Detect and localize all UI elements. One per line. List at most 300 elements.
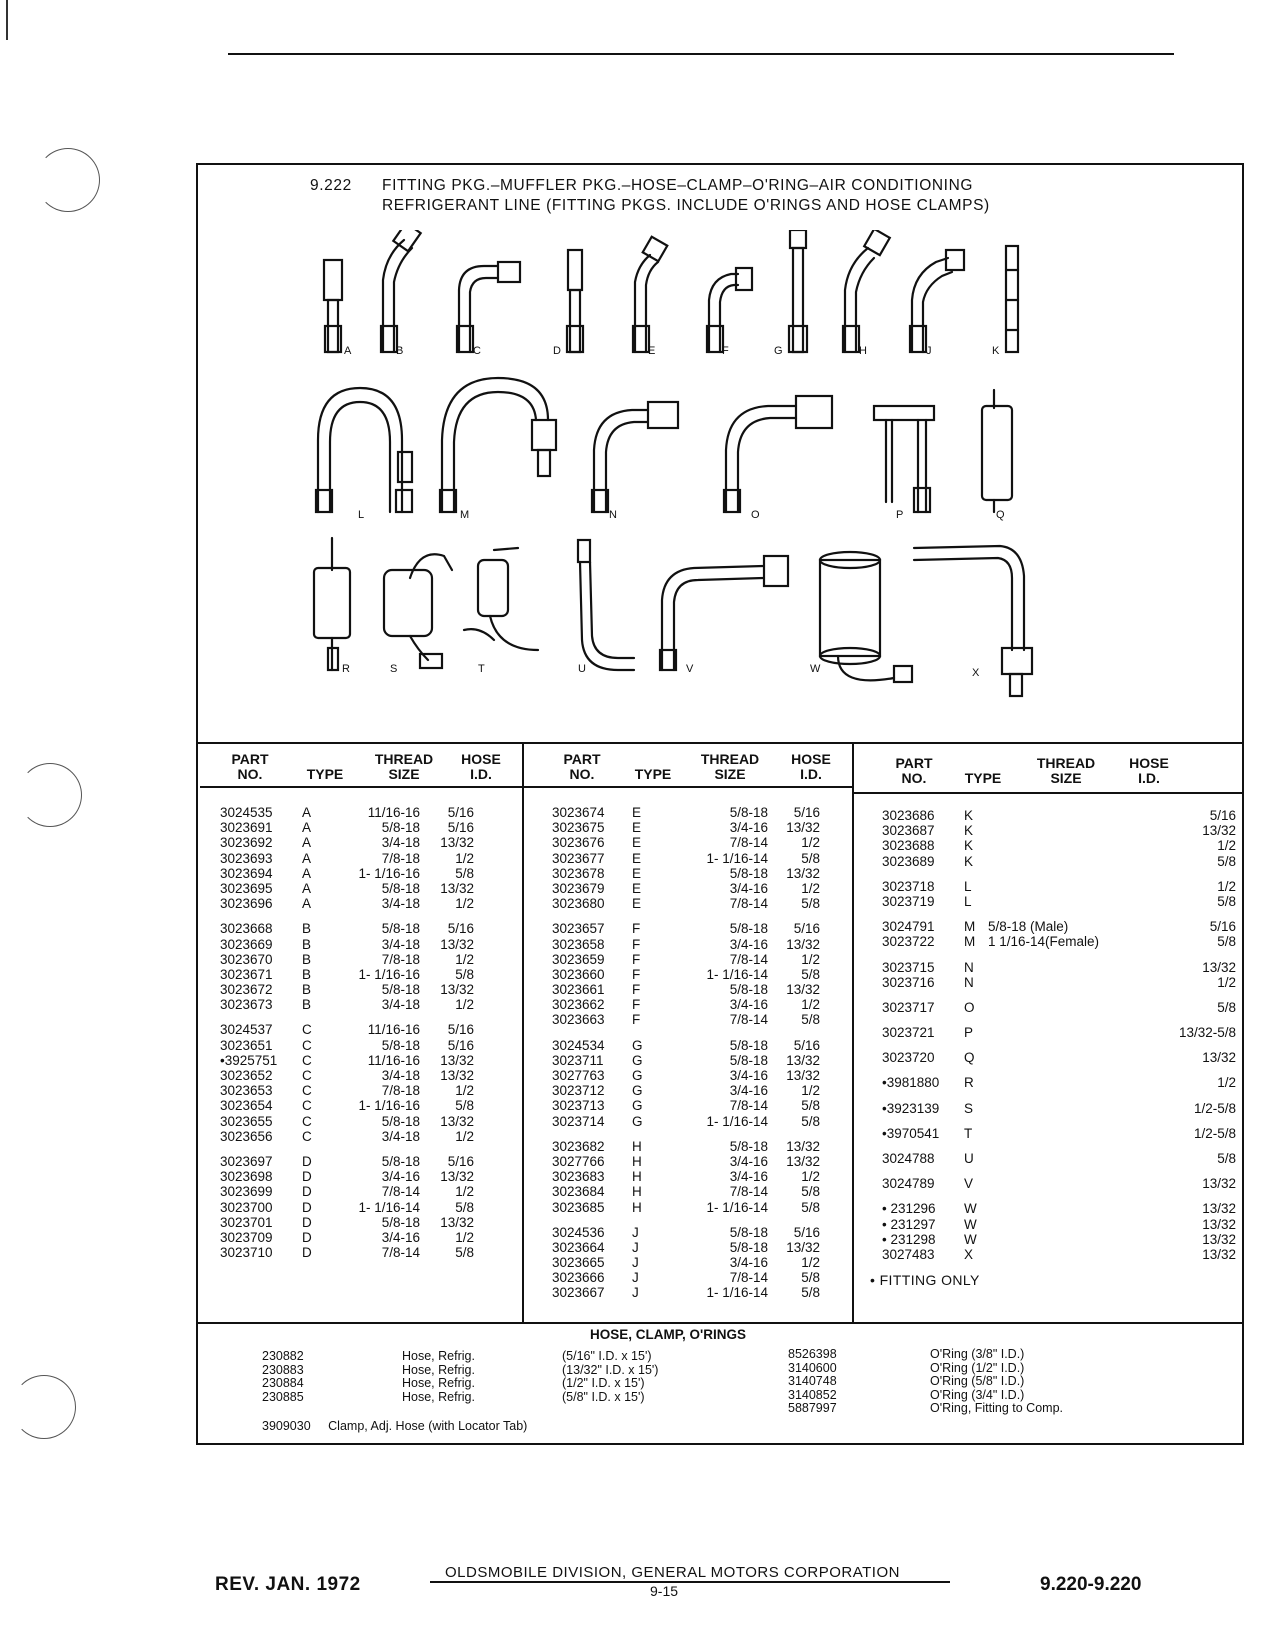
clamp-part-number: 3909030: [262, 1419, 311, 1433]
part-number: •3970541: [882, 1125, 940, 1141]
fitting-p-drawing: [874, 406, 934, 512]
part-number: 3023722: [882, 934, 935, 950]
type-code: W: [964, 1216, 977, 1232]
table-row: [882, 1075, 1238, 1090]
part-number: • 231297: [882, 1216, 936, 1232]
fitting-j-drawing: [910, 250, 964, 352]
thread-size: 5/8-18: [729, 921, 768, 937]
type-code: H: [632, 1184, 642, 1200]
thread-size: 1 1/16-14(Female): [988, 934, 1100, 950]
thread-size: 5/8-18: [729, 1052, 768, 1068]
part-number: 3023653: [220, 1083, 273, 1099]
thread-size: 5/8-18: [729, 1224, 768, 1240]
type-code: A: [302, 850, 312, 866]
hose-id: 13/32: [786, 1138, 820, 1154]
figure-label-b: B: [396, 345, 404, 357]
figure-label-c: C: [473, 345, 481, 357]
column-divider-1: [522, 744, 524, 1322]
thread-size: 5/8-18: [381, 1153, 420, 1169]
type-code: F: [632, 982, 641, 998]
fitting-a-drawing: [324, 260, 342, 352]
table-row: [220, 967, 518, 982]
part-number: 3023695: [220, 880, 273, 896]
part-number: 3023709: [220, 1229, 273, 1245]
hose-id: 1/2: [801, 1169, 820, 1185]
row-gap: [882, 1166, 1238, 1176]
part-number: 3023671: [220, 966, 273, 982]
hose-id: 5/16: [447, 1153, 474, 1169]
muffler-t-drawing: [464, 548, 538, 650]
part-number: 3023677: [552, 850, 605, 866]
thread-size: 3/4-18: [381, 835, 420, 851]
hose-id: 1/2: [801, 1083, 820, 1099]
hose-id: 5/16: [793, 921, 820, 937]
thread-size: 7/8-14: [729, 835, 768, 851]
type-code: U: [964, 1151, 974, 1166]
table-row: [552, 1114, 848, 1129]
part-number: 3023676: [552, 835, 605, 851]
binder-hole-2: [18, 763, 82, 827]
thread-size: 11/16-16: [367, 1022, 420, 1038]
type-code: F: [632, 966, 641, 982]
type-code: C: [302, 1083, 312, 1099]
table-row: [882, 894, 1238, 909]
hose-id: 5/8: [801, 896, 820, 912]
hose-id: 1/2: [455, 1184, 474, 1200]
table-row: [552, 1200, 848, 1215]
figure-label-e: E: [648, 345, 656, 357]
hose-id: 13/32: [1202, 823, 1236, 839]
figure-label-g: G: [774, 345, 783, 357]
figure-label-u: U: [578, 663, 586, 675]
part-number: 3023697: [220, 1153, 273, 1169]
table-row: [220, 881, 518, 896]
row-gap: [552, 1129, 848, 1139]
thread-size: 11/16-16: [367, 805, 420, 820]
type-code: L: [964, 878, 972, 894]
part-number: 3024535: [220, 805, 273, 820]
table-row: [552, 1083, 848, 1098]
type-code: A: [302, 880, 312, 896]
thread-size: 3/4-18: [381, 1068, 420, 1083]
thread-size: 1- 1/16-14: [706, 1199, 768, 1215]
hose-id: 13/32: [786, 982, 820, 998]
oring-row: [788, 1389, 1208, 1403]
row-gap: [220, 1144, 518, 1154]
type-code: F: [632, 921, 641, 937]
type-code: F: [632, 951, 641, 967]
table-row: [882, 1101, 1238, 1116]
part-number: 3023659: [552, 951, 605, 967]
table-row: [552, 1169, 848, 1184]
table-row: [552, 805, 848, 820]
type-code: G: [632, 1098, 643, 1114]
part-number: 3023712: [552, 1083, 605, 1099]
section-number: 9.222: [310, 177, 352, 194]
row-gap: [882, 990, 1238, 1000]
type-code: D: [302, 1245, 312, 1261]
table-row: [882, 823, 1238, 838]
type-code: K: [964, 853, 974, 869]
part-number: 3023678: [552, 865, 605, 881]
hose-size: (1/2" I.D. x 15'): [562, 1376, 645, 1390]
hose-id: 5/8: [801, 1113, 820, 1129]
hose-id: 5/8: [1217, 934, 1236, 950]
fitting-only-note: • FITTING ONLY: [870, 1272, 980, 1288]
part-number: 3023682: [552, 1138, 605, 1154]
table-row: [552, 1154, 848, 1169]
part-number: 3023699: [220, 1184, 273, 1200]
part-number: 3023666: [552, 1270, 605, 1286]
table-row: [220, 937, 518, 952]
hose-id: 13/32: [1202, 1176, 1236, 1192]
parts-table-column-3: [882, 808, 1238, 1262]
table-row: [220, 866, 518, 881]
hose-id: 13/32: [440, 982, 474, 998]
type-code: N: [964, 974, 974, 990]
part-number: 3023672: [220, 982, 273, 998]
part-number: 3023710: [220, 1245, 273, 1261]
table-row: [882, 808, 1238, 823]
column-divider-2: [852, 744, 854, 1322]
division-name: OLDSMOBILE DIVISION, GENERAL MOTORS CORPORATION: [445, 1564, 900, 1581]
table-row: [220, 1245, 518, 1260]
oring-row: [788, 1362, 1208, 1376]
part-number: 3023714: [552, 1113, 605, 1129]
thread-size: 3/4-16: [729, 997, 768, 1013]
table-row: [552, 881, 848, 896]
hose-id: 5/16: [447, 820, 474, 836]
type-code: C: [302, 1037, 312, 1053]
binder-hole-1: [36, 148, 100, 212]
thread-size: 1- 1/16-14: [706, 966, 768, 982]
hose-id: 1/2: [455, 1229, 474, 1245]
part-number: • 231298: [882, 1231, 936, 1247]
table-row: [552, 997, 848, 1012]
type-code: B: [302, 997, 312, 1013]
table-row: [882, 975, 1238, 990]
hose-id: 5/8: [801, 1285, 820, 1301]
hose-id: 13/32: [440, 1113, 474, 1129]
table-row: [220, 1184, 518, 1199]
type-code: E: [632, 865, 642, 881]
thread-size: 1- 1/16-16: [358, 1098, 420, 1114]
hose-description: Hose, Refrig.: [402, 1389, 475, 1404]
part-number: 3024536: [552, 1224, 605, 1240]
table-row: [882, 1126, 1238, 1141]
part-number: 3023658: [552, 936, 605, 952]
col1-header-rule: [200, 786, 522, 788]
hose-row: [262, 1377, 742, 1391]
part-number: 3023668: [220, 921, 273, 937]
part-number: 3023664: [552, 1239, 605, 1255]
figure-label-h: H: [859, 345, 867, 357]
hose-id: 5/8: [1217, 999, 1236, 1015]
thread-size: 3/4-16: [381, 1169, 420, 1185]
type-code: T: [964, 1125, 973, 1141]
table-row: [220, 921, 518, 936]
thread-size: 5/8-18: [729, 865, 768, 881]
type-code: C: [302, 1022, 312, 1038]
hose-description: Hose, Refrig.: [402, 1376, 475, 1390]
hose-id: 13/32: [786, 1153, 820, 1169]
thread-size: 5/8-18: [381, 1214, 420, 1230]
oring-row: [788, 1348, 1208, 1362]
table-row: [220, 1200, 518, 1215]
part-number: 3023686: [882, 808, 935, 823]
type-code: B: [302, 966, 312, 982]
type-code: B: [302, 936, 312, 952]
table-row: [220, 805, 518, 820]
accumulator-w-drawing: [820, 552, 912, 682]
thread-size: 1- 1/16-16: [358, 865, 420, 881]
type-code: J: [632, 1285, 639, 1301]
hose-id: 1/2: [455, 951, 474, 967]
part-number: •3981880: [882, 1075, 940, 1091]
binder-hole-3: [12, 1375, 76, 1439]
fitting-u-drawing: [578, 540, 634, 670]
type-code: E: [632, 835, 642, 851]
hose-part-number: 230885: [262, 1389, 304, 1404]
part-number: 3023718: [882, 878, 935, 894]
type-code: H: [632, 1169, 642, 1185]
table-row: [220, 1068, 518, 1083]
fitting-g-drawing: [789, 230, 807, 352]
type-code: D: [302, 1229, 312, 1245]
figure-label-x: X: [972, 667, 980, 679]
type-code: E: [632, 850, 642, 866]
type-code: D: [302, 1169, 312, 1185]
type-code: D: [302, 1199, 312, 1215]
table-row: [220, 1129, 518, 1144]
table-row: [552, 1038, 848, 1053]
table-row: [882, 960, 1238, 975]
table-row: [552, 952, 848, 967]
hose-part-number: 230884: [262, 1376, 304, 1390]
table-row: [220, 1083, 518, 1098]
part-number: 3023693: [220, 850, 273, 866]
part-number: 3023696: [220, 896, 273, 912]
parts-table-column-2: [552, 805, 848, 1301]
type-code: W: [964, 1231, 977, 1247]
type-code: G: [632, 1037, 643, 1053]
oring-row: [788, 1375, 1208, 1389]
hose-id: 13/32: [786, 865, 820, 881]
fitting-d-drawing: [567, 250, 583, 352]
type-code: P: [964, 1025, 974, 1041]
hose-id: 1/2: [455, 1128, 474, 1144]
hose-id: 1/2: [801, 951, 820, 967]
hose-id: 13/32: [440, 1169, 474, 1185]
table-top-rule: [198, 742, 1242, 744]
thread-size: 7/8-18: [381, 951, 420, 967]
table-row: [220, 982, 518, 997]
type-code: C: [302, 1128, 312, 1144]
table-row: [882, 1000, 1238, 1015]
thread-size: 7/8-14: [729, 1184, 768, 1200]
part-number: 3023694: [220, 865, 273, 881]
part-number: 3023685: [552, 1199, 605, 1215]
thread-size: 3/4-16: [729, 820, 768, 836]
type-code: H: [632, 1153, 642, 1169]
thread-size: 3/4-18: [381, 936, 420, 952]
type-code: F: [632, 1012, 641, 1028]
table-row: [882, 1176, 1238, 1191]
thread-size: 5/8-18: [729, 805, 768, 820]
fitting-m-drawing: [440, 378, 556, 512]
row-gap: [882, 1191, 1238, 1201]
thread-size: 11/16-16: [367, 1052, 420, 1068]
part-number: 3023655: [220, 1113, 273, 1129]
part-number: 3024791: [882, 919, 935, 935]
hose-row: [262, 1350, 742, 1364]
thread-size: 5/8-18: [381, 1113, 420, 1129]
hose-id: 1/2: [801, 835, 820, 851]
title-line-1: FITTING PKG.–MUFFLER PKG.–HOSE–CLAMP–O'RING–AIR CONDITIONING: [382, 177, 974, 194]
oring-description: O'Ring (5/8" I.D.): [930, 1374, 1025, 1388]
type-code: J: [632, 1270, 639, 1286]
hose-id: 5/16: [793, 805, 820, 820]
table-row: [552, 1270, 848, 1285]
figure-label-a: A: [344, 345, 352, 357]
figure-label-f: F: [722, 345, 729, 357]
part-number: 3023657: [552, 921, 605, 937]
hose-id: 5/8: [801, 966, 820, 982]
thread-size: 7/8-14: [729, 1012, 768, 1028]
part-number: 3023654: [220, 1098, 273, 1114]
part-number: 3023673: [220, 997, 273, 1013]
table-row: [220, 1022, 518, 1037]
table-row: [220, 952, 518, 967]
thread-size: 3/4-16: [729, 1255, 768, 1271]
type-code: G: [632, 1052, 643, 1068]
part-number: 3023700: [220, 1199, 273, 1215]
fittings-illustration: [198, 230, 1238, 710]
part-number: 3023651: [220, 1037, 273, 1053]
thread-size: 5/8-18: [381, 921, 420, 937]
oring-part-number: 3140852: [788, 1387, 837, 1402]
col1-thread-header: THREAD SIZE: [374, 751, 434, 782]
hose-id: 13/32: [786, 820, 820, 836]
hose-id: 5/16: [447, 921, 474, 937]
thread-size: 7/8-14: [729, 951, 768, 967]
part-number: 3023674: [552, 805, 605, 820]
type-code: E: [632, 880, 642, 896]
hose-description: Hose, Refrig.: [402, 1362, 475, 1377]
oring-description: O'Ring (1/2" I.D.): [930, 1360, 1025, 1375]
title-line-2: REFRIGERANT LINE (FITTING PKGS. INCLUDE O'RINGS AND HOSE CLAMPS): [382, 197, 990, 214]
part-number: 3024537: [220, 1022, 273, 1038]
part-number: 3023720: [882, 1050, 935, 1066]
thread-size: 3/4-16: [381, 1229, 420, 1245]
part-number: 3023652: [220, 1068, 273, 1083]
table-row: [552, 851, 848, 866]
type-code: E: [632, 896, 642, 912]
table-row: [882, 1232, 1238, 1247]
type-code: B: [302, 982, 312, 998]
table-row: [552, 866, 848, 881]
type-code: M: [964, 919, 976, 935]
hose-id: 13/32-5/8: [1178, 1025, 1236, 1041]
type-code: G: [632, 1068, 643, 1083]
hose-id: 13/32: [440, 1068, 474, 1083]
type-code: E: [632, 805, 642, 820]
table-row: [552, 1068, 848, 1083]
part-number: 3023675: [552, 820, 605, 836]
thread-size: 3/4-16: [729, 936, 768, 952]
oring-part-number: 5887997: [788, 1401, 837, 1415]
table-row: [552, 1255, 848, 1270]
row-gap: [882, 1091, 1238, 1101]
type-code: J: [632, 1255, 639, 1271]
hose-id: 1/2: [455, 997, 474, 1013]
parts-table-column-1: [220, 805, 518, 1260]
col2-hose-header: HOSE I.D.: [791, 751, 831, 782]
part-number: 3027763: [552, 1068, 605, 1083]
figure-label-r: R: [342, 663, 350, 675]
thread-size: 1- 1/16-14: [358, 1199, 420, 1215]
table-row: [882, 1247, 1238, 1262]
part-number: 3024788: [882, 1151, 935, 1166]
table-row: [882, 879, 1238, 894]
hose-id: 1/2-5/8: [1193, 1100, 1236, 1116]
type-code: A: [302, 896, 312, 912]
row-gap: [882, 1065, 1238, 1075]
figure-label-s: S: [390, 663, 398, 675]
table-row: [882, 934, 1238, 949]
hose-id: 13/32: [1202, 1231, 1236, 1247]
part-number: 3027766: [552, 1153, 605, 1169]
thread-size: 3/4-16: [729, 1083, 768, 1099]
muffler-r-drawing: [314, 538, 350, 670]
table-row: [220, 997, 518, 1012]
thread-size: 5/8-18: [381, 880, 420, 896]
thread-size: 7/8-18: [381, 850, 420, 866]
hose-id: 5/8: [801, 1098, 820, 1114]
fitting-q-drawing: [982, 390, 1012, 512]
type-code: S: [964, 1100, 974, 1116]
hose-list: [262, 1350, 742, 1404]
thread-size: 3/4-16: [729, 880, 768, 896]
thread-size: 1- 1/16-14: [706, 850, 768, 866]
type-code: A: [302, 805, 312, 820]
row-gap: [882, 1116, 1238, 1126]
figure-label-t: T: [478, 663, 485, 675]
oring-description: O'Ring (3/8" I.D.): [930, 1347, 1025, 1361]
hose-id: 13/32: [440, 880, 474, 896]
part-number: • 231296: [882, 1201, 936, 1217]
type-code: N: [964, 959, 974, 975]
section-range: 9.220-9.220: [1040, 1574, 1142, 1595]
type-code: A: [302, 820, 312, 836]
hose-id: 5/8: [801, 850, 820, 866]
part-number: 3023660: [552, 966, 605, 982]
part-number: 3023683: [552, 1169, 605, 1185]
part-number: 3023698: [220, 1169, 273, 1185]
thread-size: 3/4-18: [381, 1128, 420, 1144]
figure-label-k: K: [992, 345, 1000, 357]
table-row: [220, 1038, 518, 1053]
figure-label-q: Q: [996, 509, 1005, 521]
hose-section-rule: [198, 1322, 1242, 1324]
hose-id: 5/8: [455, 1245, 474, 1261]
col3-header-rule: [854, 792, 1242, 794]
thread-size: 5/8-18: [729, 1037, 768, 1053]
part-number: 3023711: [552, 1052, 604, 1068]
hose-id: 5/16: [447, 1037, 474, 1053]
page-number: 9-15: [650, 1583, 679, 1599]
clamp-row: [262, 1420, 527, 1434]
